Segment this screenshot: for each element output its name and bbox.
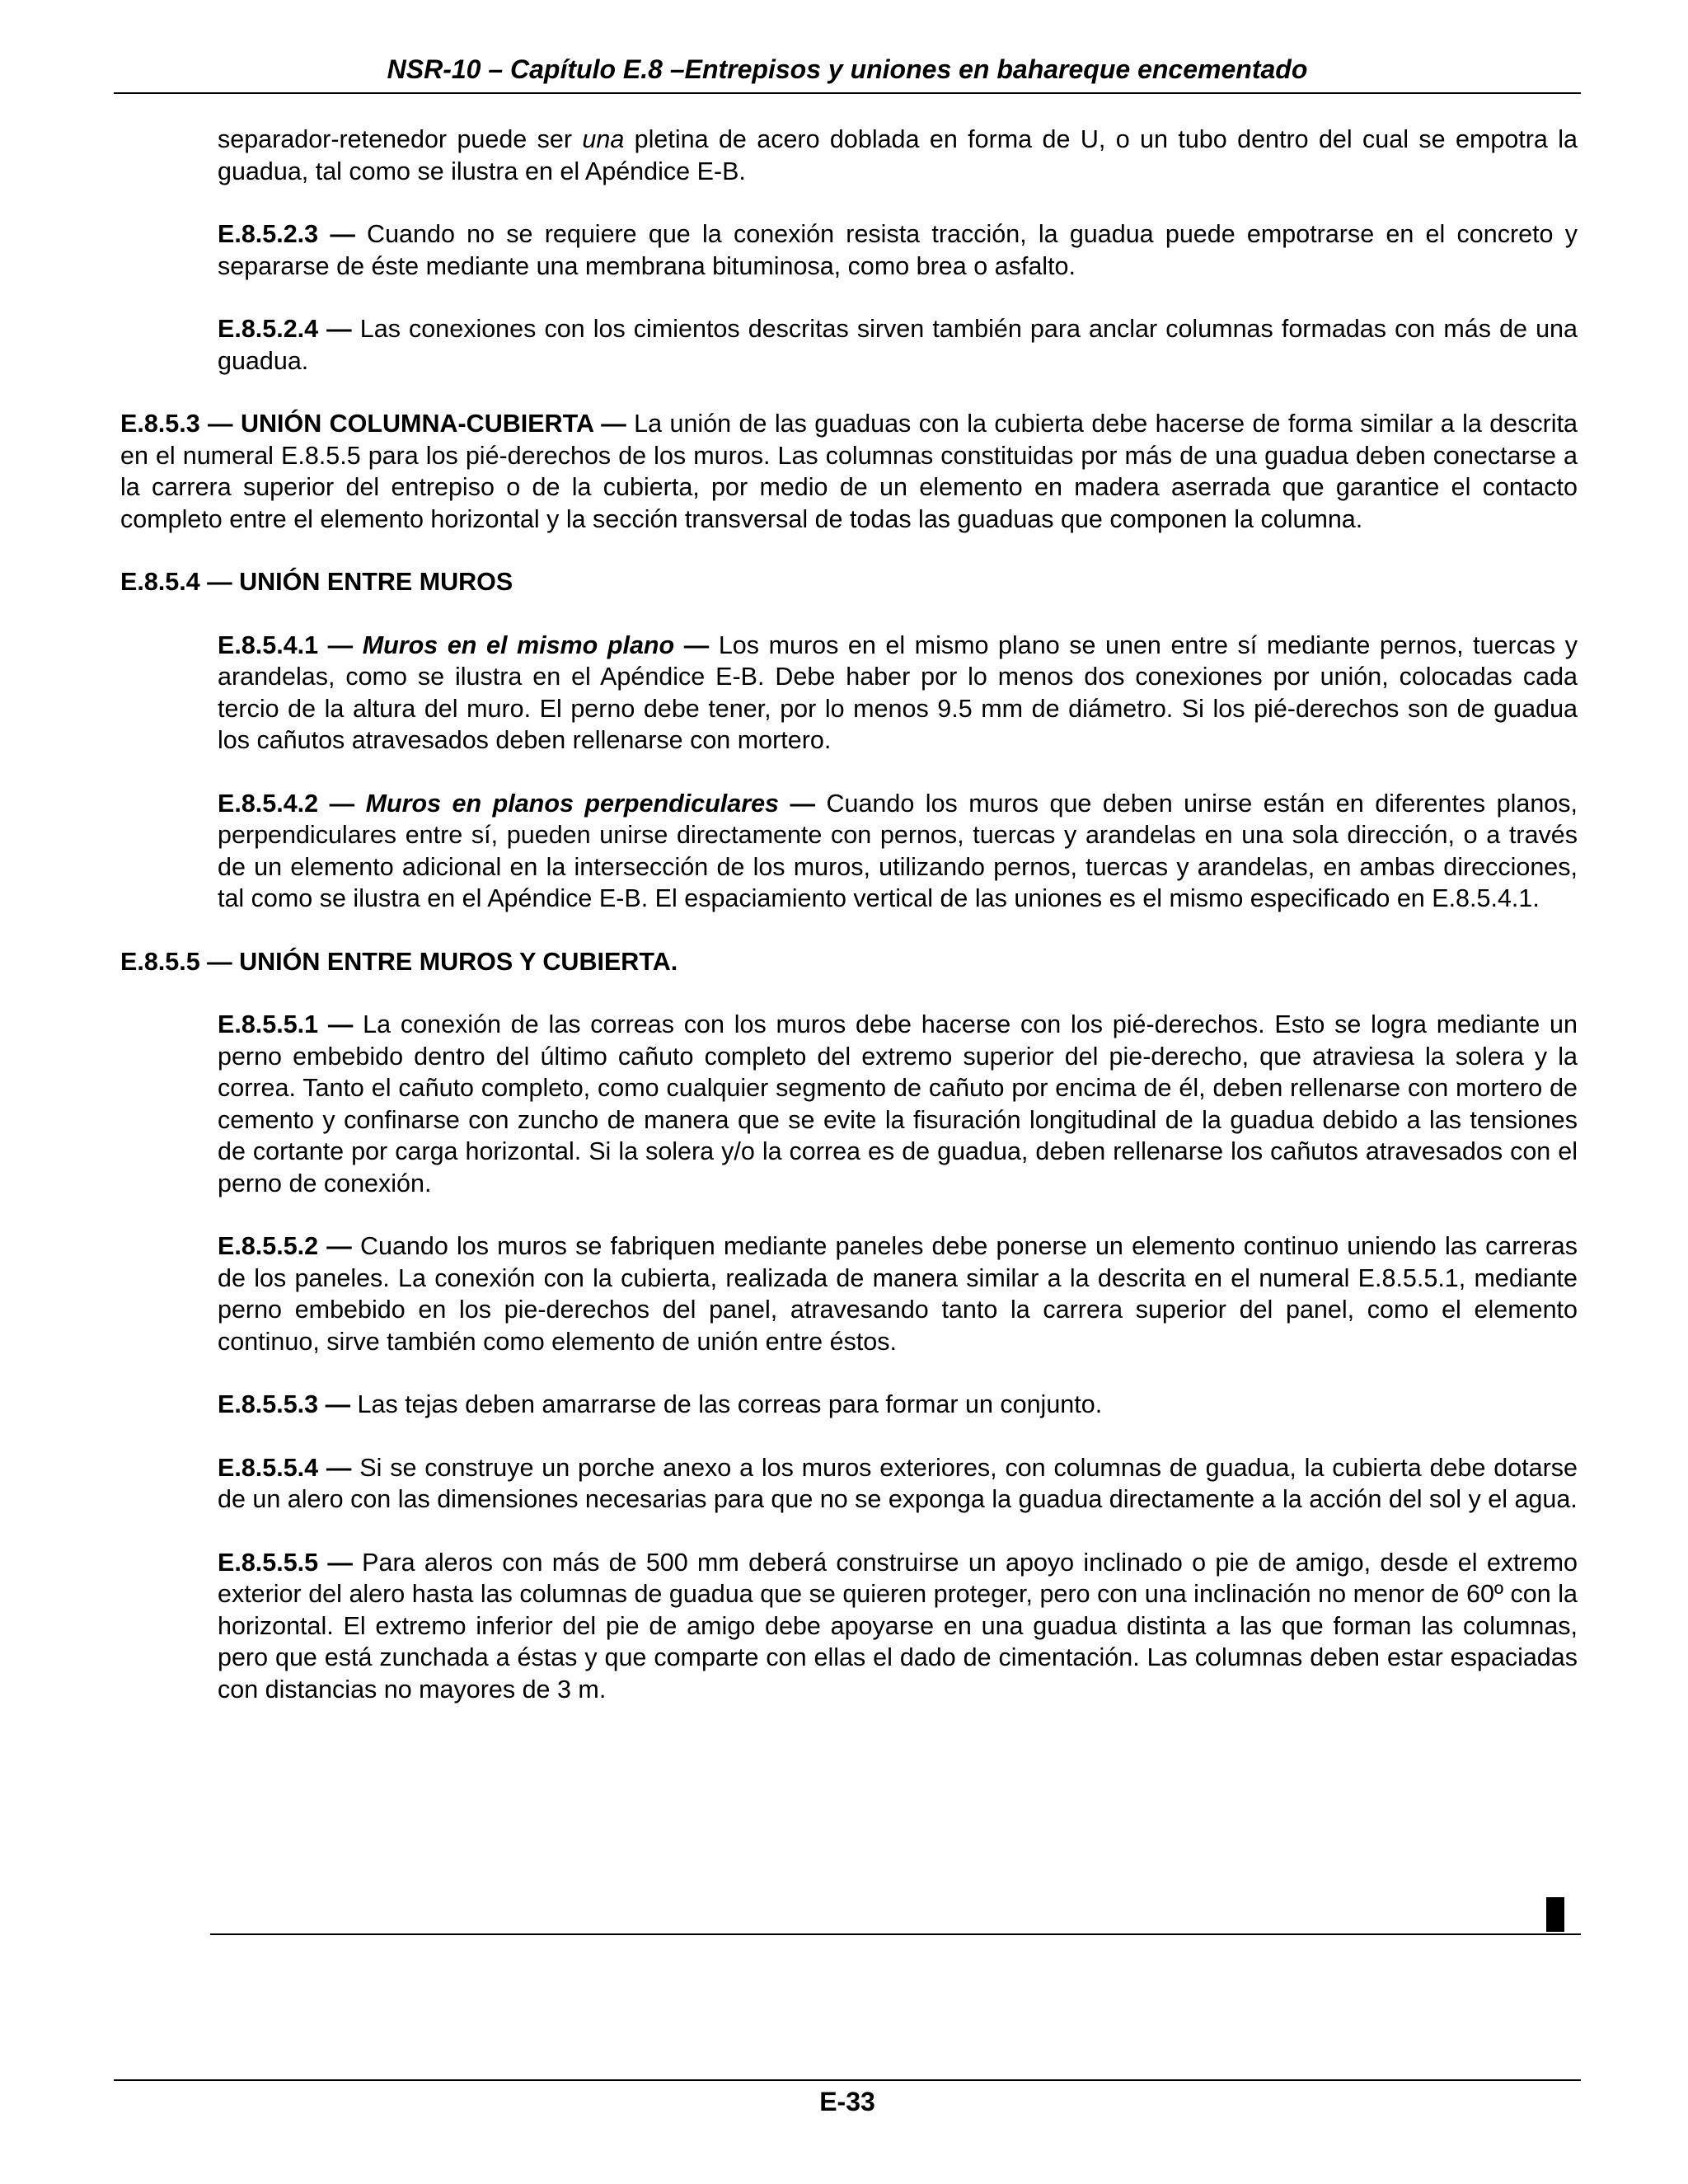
paragraph-text: pletina de acero doblada en forma de U, o un tubo dentro del cual se empotra la guadua, tal como se ilustra en el Apéndice E-B.: [218, 125, 1578, 185]
section-heading: E.8.5.4 — UNIÓN ENTRE MUROS: [120, 568, 513, 596]
section-e8541: [218, 630, 1578, 757]
paragraph-text: Si se construye un porche anexo a los muros exteriores, con columnas de guadua, la cubierta debe dotarse de un alero con las dimensiones necesarias para que no se exponga la guadua directamente a la acción del sol y el agua.: [218, 1453, 1578, 1513]
section-e854-heading: [120, 566, 1578, 598]
section-number: E.8.5.5.2 —: [218, 1232, 352, 1260]
document-body: [120, 124, 1578, 1705]
section-heading: E.8.5.5 — UNIÓN ENTRE MUROS Y CUBIERTA.: [120, 947, 678, 976]
paragraph-text: La unión de las guaduas con la cubierta debe hacerse de forma similar a la descrita en el numeral E.8.5.5 para los pié-derechos de los muros. Las columnas constituidas por más de una guadua deben conectarse a la carrera superior del entrepiso o de la cubierta, por medio de un elemento en madera aserrada que garantice el contacto completo entre el elemento horizontal y la sección transversal de todas las guaduas que componen la columna.: [120, 410, 1578, 533]
emphasis-text: una: [582, 125, 625, 153]
section-number: E.8.5.4.2 —: [218, 789, 355, 818]
end-of-chapter-marker: [1546, 1897, 1564, 1932]
title-dash: —: [674, 630, 710, 659]
paragraph-text: Cuando no se requiere que la conexión resista tracción, la guadua puede empotrarse en el concreto y separarse de éste mediante una membrana bituminosa, como brea o asfalto.: [218, 220, 1578, 280]
page-number: E-33: [819, 2087, 875, 2116]
section-e8554: [218, 1452, 1578, 1516]
section-number: E.8.5.2.3 —: [218, 220, 355, 248]
subsection-title: Muros en el mismo plano: [362, 630, 675, 659]
running-header: NSR-10 – Capítulo E.8 –Entrepisos y uniones en bahareque encementado: [387, 54, 1308, 84]
paragraph-text: La conexión de las correas con los muros debe hacerse con los pié-derechos. Esto se logra mediante un perno embebido dentro del último cañuto completo del extremo superior del pie-derecho, que atraviesa la solera y la correa. Tanto el cañuto completo, como cualquier segmento de cañuto por encima de él, deben rellenarse con mortero de cemento y confinarse con zuncho de manera que se evite la fisuración longitudinal de la guadua debido a las tensiones de cortante por carga horizontal. Si la solera y/o la correa es de guadua, deben rellenarse los cañutos atravesados con el perno de conexión.: [218, 1010, 1578, 1197]
subsection-title: Muros en planos perpendiculares: [365, 789, 780, 818]
title-dash: —: [779, 789, 815, 818]
paragraph-text: Las tejas deben amarrarse de las correas para formar un conjunto.: [350, 1390, 1103, 1418]
section-e8551: [218, 1009, 1578, 1199]
section-e855-heading: [120, 946, 1578, 978]
paragraph-text: Cuando los muros que deben unirse están en diferentes planos, perpendiculares entre sí, pueden unirse directamente con pernos, tuercas y arandelas en una sola dirección, o a través de un elemento adicional en la intersección de los muros, utilizando pernos, tuercas y arandelas, en ambas direcciones, tal como se ilustra en el Apéndice E-B. El espaciamiento vertical de las uniones es el mismo especificado en E.8.5.4.1.: [218, 789, 1578, 912]
section-number: E.8.5.5.1 —: [218, 1010, 354, 1038]
section-heading: E.8.5.3 — UNIÓN COLUMNA-CUBIERTA —: [120, 410, 626, 438]
header-rule: [114, 92, 1581, 94]
section-e8523: [218, 218, 1578, 282]
end-of-text-rule: [210, 1933, 1581, 1935]
section-e8555: [218, 1547, 1578, 1706]
paragraph-text: Cuando los muros se fabriquen mediante paneles debe ponerse un elemento continuo uniendo las carreras de los paneles. La conexión con la cubierta, realizada de manera similar a la descrita en el numeral E.8.5.5.1, mediante perno embebido en los pie-derechos del panel, atravesando tanto la carrera superior del panel, como el elemento continuo, sirve también como elemento de unión entre éstos.: [218, 1232, 1578, 1356]
section-number: E.8.5.2.4 —: [218, 315, 352, 343]
paragraph-text: Para aleros con más de 500 mm deberá construirse un apoyo inclinado o pie de amigo, desde el extremo exterior del alero hasta las columnas de guadua que se quieren proteger, pero con una inclinación no menor de 60º con la horizontal. El extremo inferior del pie de amigo debe apoyarse en una guadua distinta a las que forman las columnas, pero que está zunchada a éstas y que comparte con ellas el dado de cimentación. Las columnas deben estar espaciadas con distancias no mayores de 3 m.: [218, 1548, 1578, 1704]
paragraph-continuation: [218, 124, 1578, 187]
footer-rule: [114, 2079, 1581, 2081]
paragraph-text: Los muros en el mismo plano se unen entre sí mediante pernos, tuercas y arandelas, como se ilustra en el Apéndice E-B. Debe haber por lo menos dos conexiones por unión, colocadas cada tercio de la altura del muro. El perno debe tener, por lo menos 9.5 mm de diámetro. Si los pié-derechos son de guadua los cañutos atravesados deben rellenarse con mortero.: [218, 630, 1578, 754]
section-e8552: [218, 1230, 1578, 1357]
section-e853: [120, 408, 1578, 535]
paragraph-text: Las conexiones con los cimientos descritas sirven también para anclar columnas formadas con más de una guadua.: [218, 315, 1578, 375]
section-number: E.8.5.5.4 —: [218, 1453, 352, 1482]
section-number: E.8.5.4.1 —: [218, 630, 354, 659]
section-number: E.8.5.5.3 —: [218, 1390, 351, 1418]
section-e8524: [218, 313, 1578, 377]
section-e8542: [218, 788, 1578, 915]
section-number: E.8.5.5.5 —: [218, 1548, 353, 1577]
section-e8553: [218, 1389, 1578, 1421]
paragraph-text: separador-retenedor puede ser: [218, 125, 583, 153]
